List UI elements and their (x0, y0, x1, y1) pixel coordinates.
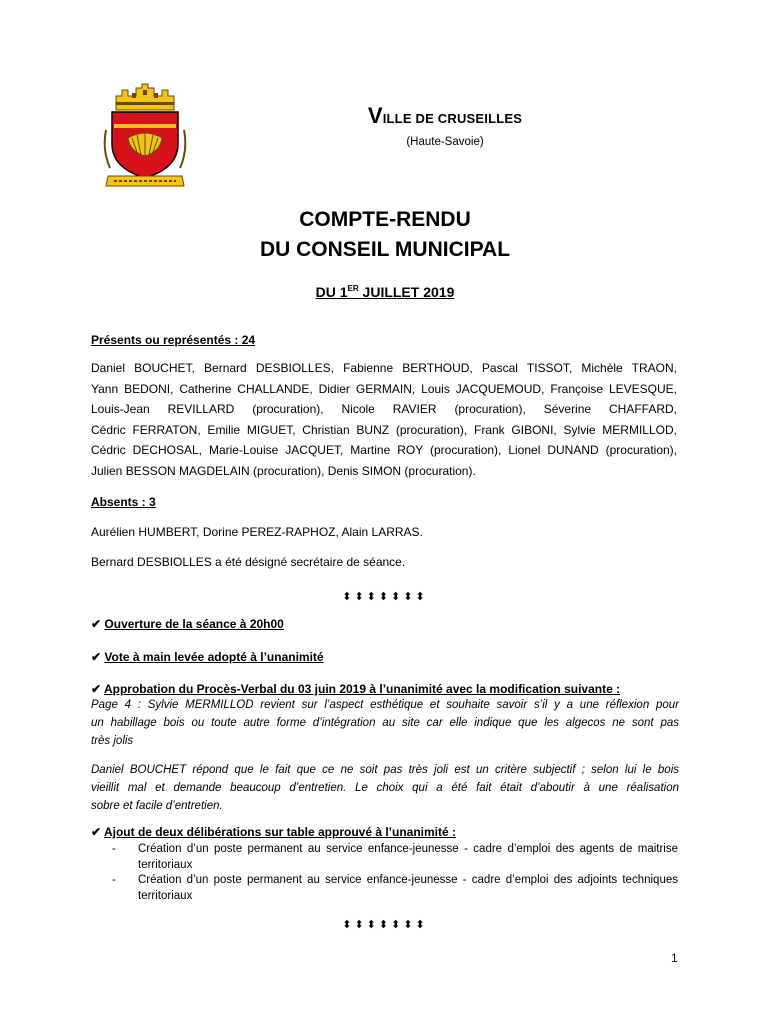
absents-heading (91, 492, 677, 513)
check-vote-text: Vote à main levée adopté à l’unanimité (104, 650, 324, 664)
approval-line: Daniel BOUCHET répond que le fait que ce ne soit pas très joli est un critère subjectif ; selon lui le bois (91, 764, 679, 776)
check-additions-text: Ajout de deux délibérations sur table approuvé à l’unanimité : (103, 825, 457, 839)
dash-bullet: - (112, 874, 116, 886)
document-title-line1: COMPTE-RENDU (299, 208, 471, 231)
approval-line: un habillage bois ou toute autre forme d’intégration au site car elle indique que les algecos ne sont pas (91, 717, 679, 730)
section-separator: ⬍⬍⬍⬍⬍⬍⬍ (342, 919, 428, 931)
approval-paragraph-2 (91, 761, 679, 816)
page-number: 1 (671, 951, 678, 965)
document-title-line2: DU CONSEIL MUNICIPAL (259, 238, 511, 261)
presents-line-last: Julien BESSON MAGDELAIN (procuration), Denis SIMON (procuration). (91, 463, 476, 478)
addition-item-1 (112, 842, 678, 873)
presents-list (91, 358, 677, 482)
meeting-date: DU 1ER JUILLET 2019 (315, 284, 455, 300)
check-approval (91, 682, 620, 696)
check-vote (91, 650, 324, 664)
checkmark-icon: ✔ (91, 682, 102, 696)
addition-item-2 (112, 873, 678, 904)
check-additions (91, 825, 456, 839)
presents-line: Cédric DECHOSAL, Marie-Louise JACQUET, Martine ROY (procuration), Lionel DUNAND (procuration), (91, 443, 677, 458)
approval-line: vieillit mal et demande beaucoup d’entretien. Le choix qui a été fait était d’aboutir à une réalisation (91, 782, 679, 795)
region-label: (Haute-Savoie) (406, 136, 484, 148)
coat-of-arms-logo (102, 80, 188, 192)
presents-line: Daniel BOUCHET, Bernard DESBIOLLES, Fabienne BERTHOUD, Pascal TISSOT, Michèle TRAON, (91, 361, 677, 375)
town-initial: V (367, 103, 383, 128)
absents-names: Aurélien HUMBERT, Dorine PEREZ-RAPHOZ, Alain LARRAS. (91, 525, 423, 539)
approval-line: Page 4 : Sylvie MERMILLOD revient sur l’aspect esthétique et souhaite savoir s’il y a une réflexion pour (91, 699, 679, 711)
dash-bullet: - (112, 843, 116, 855)
addition-item-text: Création d’un poste permanent au service enfance-jeunesse - cadre d’emploi des agents de maitrise territoriaux (138, 843, 678, 871)
check-opening-text: Ouverture de la séance à 20h00 (104, 617, 284, 631)
town-name-rest: ILLE DE CRUSEILLES (382, 111, 523, 126)
absents-heading-text: Absents : 3 (91, 495, 156, 509)
secretary-statement: Bernard DESBIOLLES a été désigné secrétaire de séance. (91, 555, 406, 569)
checkmark-icon: ✔ (91, 825, 102, 839)
approval-line-last: sobre et facile d’entretien. (91, 800, 223, 813)
presents-line: Louis-Jean REVILLARD (procuration), Nicole RAVIER (procuration), Séverine CHAFFARD, (91, 402, 677, 417)
checkmark-icon: ✔ (91, 650, 102, 664)
town-name (300, 103, 590, 129)
section-separator: ⬍⬍⬍⬍⬍⬍⬍ (342, 591, 428, 603)
check-approval-text: Approbation du Procès-Verbal du 03 juin 2019 à l’unanimité avec la modification suivante : (103, 682, 621, 696)
addition-item-text: Création d’un poste permanent au service enfance-jeunesse - cadre d’emploi des adjoints techniques territoriaux (138, 874, 678, 902)
check-opening (91, 617, 284, 631)
presents-heading-text: Présents ou représentés : 24 (91, 333, 256, 347)
approval-paragraph-1 (91, 696, 679, 751)
presents-heading (91, 330, 677, 351)
presents-line: Yann BEDONI, Catherine CHALLANDE, Didier GERMAIN, Louis JACQUEMOUD, Françoise LEVESQUE, (91, 381, 677, 396)
approval-line-last: très jolis (91, 735, 134, 748)
presents-line: Cédric FERRATON, Emilie MIGUET, Christian BUNZ (procuration), Frank GIBONI, Sylvie MERMILLOD, (91, 422, 677, 437)
checkmark-icon: ✔ (91, 617, 102, 631)
